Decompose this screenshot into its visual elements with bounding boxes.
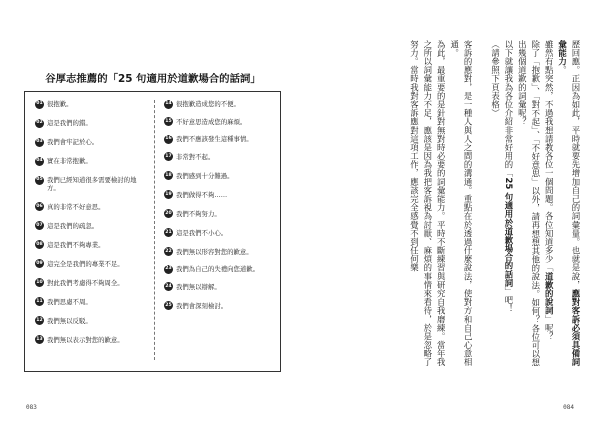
phrase-item — [35, 100, 147, 109]
emphasis-text: 25 句適用於道歉場合的話詞 — [503, 177, 514, 288]
number-badge: 06 — [35, 202, 44, 211]
paragraph-text: 雖然有點突然，不過我想請教各位一個問題。各位知道多少「 — [544, 40, 555, 272]
phrase-item — [164, 302, 274, 311]
paragraph-text: 客訴的應對，是一種人與人之間的溝通。重點在於透過什麼說法，使對方和自己心意相通。 — [449, 40, 474, 367]
number-badge: 09 — [35, 259, 44, 268]
phrase-item — [164, 100, 274, 109]
emphasis-text: 應對客訴必須具備詞彙能力 — [557, 40, 581, 367]
phrase-item — [35, 176, 147, 192]
phrase-item — [164, 283, 274, 292]
phrase-text: 這完全是我們的專業不足。 — [47, 259, 124, 268]
paragraph-text: 除了「抱歉」、「對不起」、「不好意思」以外，請再想想其他的說法。如何？各位可以想出幾個道歉的詞彙呢？ — [517, 40, 541, 367]
number-badge: 11 — [35, 297, 44, 306]
paragraph — [542, 40, 555, 368]
table-title: 谷厚志推薦的「25 句適用於道歉場合的話詞」 — [45, 73, 261, 85]
dashed-divider — [154, 100, 155, 360]
paragraph — [447, 40, 474, 368]
phrase-item — [164, 118, 274, 127]
phrase-text: 我們已經知道很多需要檢討的地方。 — [47, 176, 137, 192]
phrase-text: 我們會深刻檢討。 — [176, 301, 228, 310]
paragraph-text: 為此，最重要的是針對無對時必要的詞彙能力。平時不斷練習與研究自我磨練。當年我之所以詞彙能力不足，應該是因為我把客訴視為討厭、麻煩的事情來看待，於是忽略了努力。當時我對客訴應對這項工作，應該完全感覺不到任何樂 — [409, 40, 447, 367]
phrase-text: 我們無以辯解。 — [176, 282, 221, 291]
phrase-item — [35, 119, 147, 128]
number-badge: 10 — [35, 278, 44, 287]
phrase-item — [35, 157, 147, 166]
paragraph-text: 」呢？ — [544, 314, 555, 341]
phrase-item — [35, 317, 147, 326]
paragraph — [515, 40, 542, 368]
phrases-column-2 — [164, 100, 274, 321]
phrase-text: 我們無以形容對您的歉意。 — [176, 247, 253, 256]
phrase-text: 我們做得不夠…… — [176, 190, 228, 199]
phrase-item — [164, 191, 274, 200]
phrase-text: 我們感到十分難過。 — [176, 171, 234, 180]
phrase-text: 我們不應該發生這種事情。 — [176, 135, 253, 143]
phrase-text: 我們不夠努力。 — [176, 209, 221, 218]
phrase-text: 這是我們不夠專業。 — [47, 240, 105, 249]
right-page — [300, 0, 600, 428]
apology-phrases-box — [24, 91, 281, 372]
emphasis-text: 道歉的說詞 — [544, 271, 555, 315]
paragraph — [502, 40, 515, 368]
paragraph-text: 以下就讓我為各位介紹非常好用的「 — [503, 40, 514, 178]
phrase-text: 這是我們不小心。 — [176, 228, 228, 237]
phrase-item — [35, 203, 147, 212]
number-badge: 23 — [164, 265, 173, 274]
number-badge: 25 — [164, 301, 173, 310]
phrase-item — [164, 210, 274, 219]
number-badge: 19 — [164, 190, 173, 199]
phrase-item — [164, 153, 274, 162]
number-badge: 05 — [35, 176, 44, 185]
phrase-item — [35, 298, 147, 307]
number-badge: 14 — [164, 100, 173, 109]
phrase-text: 非常對不起。 — [176, 152, 215, 161]
phrase-text: 我們為自己的失禮向您道歉。 — [176, 265, 260, 273]
number-badge: 18 — [164, 171, 173, 180]
phrase-item — [35, 279, 147, 288]
phrase-item — [35, 260, 147, 269]
phrase-item — [35, 336, 147, 345]
paragraph — [555, 40, 582, 368]
number-badge: 02 — [35, 119, 44, 128]
page-number-right: 084 — [563, 404, 574, 411]
number-badge: 01 — [35, 100, 44, 109]
phrases-column-1 — [35, 100, 147, 344]
phrase-item — [35, 222, 147, 231]
phrase-text: 我們思慮不周。 — [47, 297, 92, 306]
page-number-left: 083 — [26, 404, 37, 411]
phrase-item — [164, 172, 274, 181]
phrase-text: 我們無以表示對您的歉意。 — [47, 335, 124, 344]
number-badge: 24 — [164, 282, 173, 291]
number-badge: 07 — [35, 221, 44, 230]
paragraph — [488, 40, 501, 368]
phrase-item — [164, 248, 274, 257]
phrase-item — [164, 265, 274, 274]
phrase-text: 這是我們的錯。 — [47, 119, 92, 127]
phrase-text: 很抱歉造成您的不便。 — [176, 100, 240, 108]
phrase-text: 實在非常抱歉。 — [47, 157, 92, 165]
number-badge: 16 — [164, 135, 173, 144]
number-badge: 03 — [35, 138, 44, 147]
paragraph-text: 歷回應。正因為如此，平時就要先增加自己的詞彙量。也就是說， — [571, 40, 581, 290]
body-text — [320, 40, 582, 368]
number-badge: 08 — [35, 240, 44, 249]
number-badge: 04 — [35, 157, 44, 166]
phrase-text: 我們會牢記於心。 — [47, 138, 99, 146]
paragraph-text: 。 — [557, 65, 568, 75]
paragraph-text: （請參照下頁表格） — [490, 40, 501, 118]
number-badge: 12 — [35, 316, 44, 325]
phrase-text: 我們無以反駁。 — [47, 316, 92, 325]
number-badge: 13 — [35, 335, 44, 344]
number-badge: 20 — [164, 209, 173, 218]
phrase-item — [164, 135, 274, 144]
number-badge: 17 — [164, 152, 173, 161]
phrase-text: 不好意思造成您的麻煩。 — [176, 117, 247, 126]
phrase-text: 真的非常不好意思。 — [47, 202, 105, 211]
paragraph-text: 」吧！ — [503, 287, 514, 313]
number-badge: 22 — [164, 247, 173, 256]
phrase-text: 對此我們考慮得不夠周全。 — [47, 278, 124, 287]
phrase-item — [164, 229, 274, 238]
number-badge: 15 — [164, 117, 173, 126]
phrase-text: 很抱歉。 — [47, 100, 73, 108]
phrase-text: 這是我們的疏忽。 — [47, 221, 99, 230]
phrase-item — [35, 138, 147, 147]
number-badge: 21 — [164, 228, 173, 237]
phrase-item — [35, 241, 147, 250]
paragraph — [407, 40, 447, 368]
